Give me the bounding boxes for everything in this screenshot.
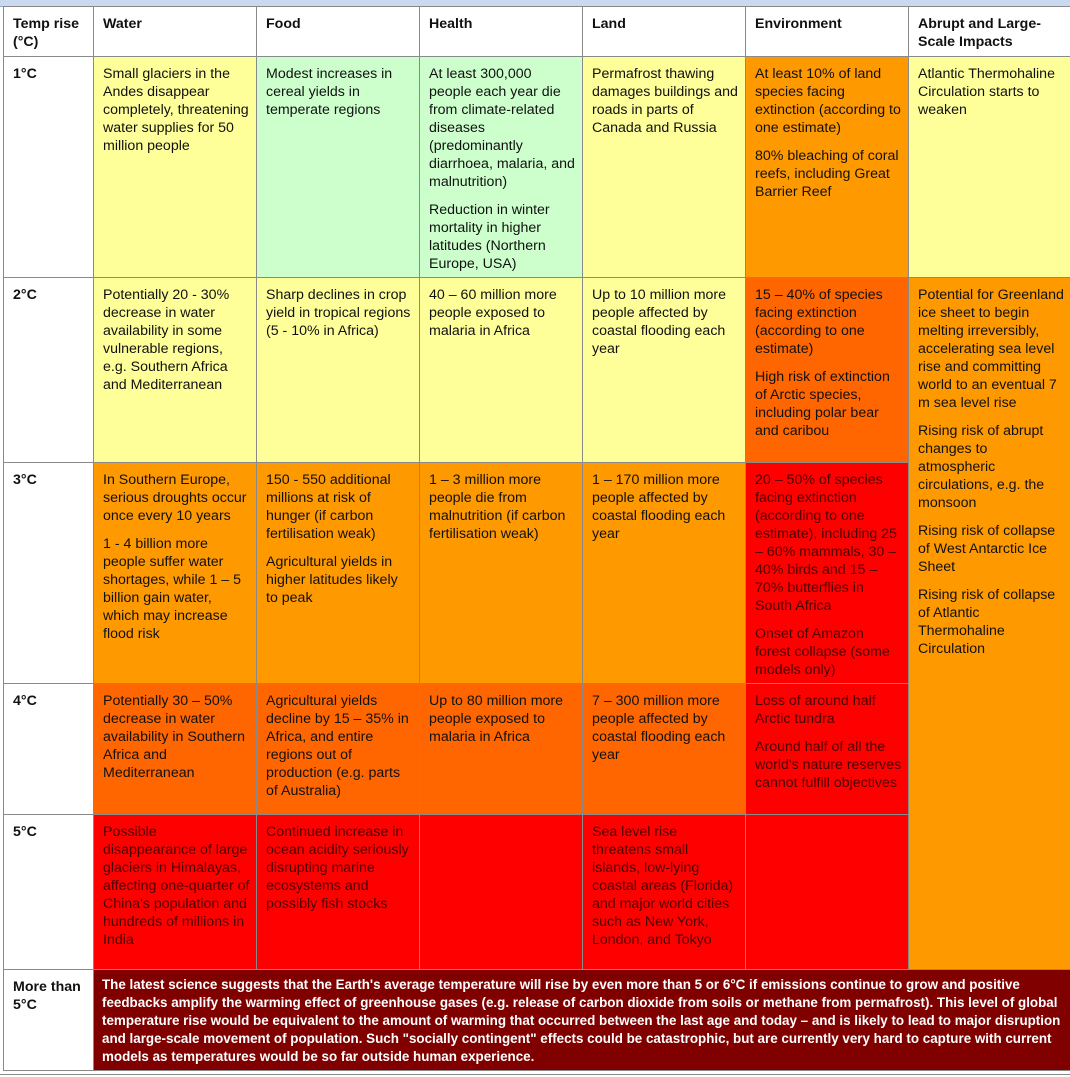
cell-text: 1 - 4 billion more people suffer water shortages, while 1 – 5 billion gain water, which may increase flood risk: [103, 536, 242, 642]
cell-text: Modest increases in cereal yields in temperate regions: [266, 66, 393, 118]
water-cell: [94, 278, 257, 463]
header-land: Land: [583, 7, 746, 57]
cell-text: Sea level rise threatens small islands, low-lying coastal areas (Florida) and major world cities such as New York, London, and Tokyo: [592, 824, 734, 948]
cell-text: High risk of extinction of Arctic species, including polar bear and caribou: [755, 369, 890, 439]
cell-text: Agricultural yields in higher latitudes likely to peak: [266, 554, 398, 606]
cell-text: Small glaciers in the Andes disappear completely, threatening water supplies for 50 million people: [103, 66, 249, 154]
table-row: [4, 970, 1070, 1071]
cell-text: Rising risk of collapse of Atlantic Thermohaline Circulation: [918, 587, 1056, 657]
cell-text: At least 300,000 people each year die from climate-related diseases (predominantly diarrhoea, malaria, and malnutrition): [429, 66, 575, 190]
header-abrupt: Abrupt and Large-Scale Impacts: [909, 7, 1070, 57]
land-cell: [583, 278, 746, 463]
cell-text: Potential for Greenland ice sheet to begin melting irreversibly, accelerating sea level rise and committing world to an eventual 7 m sea level rise: [918, 287, 1064, 411]
climate-impacts-table: [3, 6, 1070, 1071]
cell-text: Rising risk of collapse of West Antarctic Ice Sheet: [918, 523, 1056, 575]
health-cell: [420, 278, 583, 463]
header-temp: Temp rise (°C): [4, 7, 94, 57]
cell-text: 1 – 3 million more people die from malnutrition (if carbon fertilisation weak): [429, 472, 566, 542]
health-cell: [420, 463, 583, 684]
cell-text: Atlantic Thermohaline Circulation starts to weaken: [918, 66, 1055, 118]
health-cell: [420, 684, 583, 815]
food-cell: [257, 57, 420, 278]
abrupt-cell-merged: [909, 278, 1070, 970]
table-row: [4, 278, 1070, 463]
environment-cell: [746, 684, 909, 815]
cell-text: Rising risk of abrupt changes to atmospheric circulations, e.g. the monsoon: [918, 423, 1045, 511]
temp-cell: 3°C: [4, 463, 94, 684]
cell-text: Permafrost thawing damages buildings and roads in parts of Canada and Russia: [592, 66, 738, 136]
cell-text: Onset of Amazon forest collapse (some models only): [755, 626, 890, 678]
cell-text: 7 – 300 million more people affected by coastal flooding each year: [592, 693, 726, 763]
cell-text: Potentially 30 – 50% decrease in water availability in Southern Africa and Mediterranean: [103, 693, 245, 781]
summary-cell: [94, 970, 1070, 1071]
cell-text: Sharp declines in crop yield in tropical regions (5 - 10% in Africa): [266, 287, 411, 339]
food-cell: [257, 463, 420, 684]
cell-text: 20 – 50% of species facing extinction (according to one estimate), including 25 – 60% mammals, 30 – 40% birds and 15 – 70% butterflies in South Africa: [755, 472, 897, 614]
cell-text: Continued increase in ocean acidity seriously disrupting marine ecosystems and possibly fish stocks: [266, 824, 409, 912]
bottom-rule: [0, 1074, 1070, 1075]
cell-text: Agricultural yields decline by 15 – 35% in Africa, and entire regions out of production (e.g. parts of Australia): [266, 693, 409, 799]
health-cell: [420, 57, 583, 278]
cell-text: In Southern Europe, serious droughts occur once every 10 years: [103, 472, 247, 524]
water-cell: [94, 815, 257, 970]
cell-text: Loss of around half Arctic tundra: [755, 693, 876, 727]
food-cell: [257, 684, 420, 815]
header-row: [4, 7, 1070, 57]
cell-text: Up to 10 million more people affected by coastal flooding each year: [592, 287, 727, 357]
environment-cell: [746, 463, 909, 684]
cell-text: Up to 80 million more people exposed to malaria in Africa: [429, 693, 564, 745]
summary-text: The latest science suggests that the Earth's average temperature will rise by even more than 5 or 6°C if emissions continue to grow and positive feedbacks amplify the warming effect of greenhouse gases (e.g. release of carbon dioxide from soils or methane from permafrost). This level of global temperature rise would be equivalent to the amount of warming that occurred between the last age and today – and is likely to lead to major disruption and large-scale movement of population. Such "socially contingent" effects could be catastrophic, but are currently very hard to capture with current models as temperatures would be so far outside human experience.: [102, 977, 1061, 1064]
water-cell: [94, 57, 257, 278]
temp-cell: More than 5°C: [4, 970, 94, 1071]
food-cell: [257, 278, 420, 463]
land-cell: [583, 684, 746, 815]
cell-text: Reduction in winter mortality in higher latitudes (Northern Europe, USA): [429, 202, 550, 272]
health-cell: [420, 815, 583, 970]
land-cell: [583, 815, 746, 970]
environment-cell: [746, 278, 909, 463]
food-cell: [257, 815, 420, 970]
header-health: Health: [420, 7, 583, 57]
water-cell: [94, 684, 257, 815]
land-cell: [583, 57, 746, 278]
cell-text: At least 10% of land species facing extinction (according to one estimate): [755, 66, 901, 136]
environment-cell: [746, 815, 909, 970]
cell-text: 80% bleaching of coral reefs, including Great Barrier Reef: [755, 148, 899, 200]
cell-text: Potentially 20 - 30% decrease in water availability in some vulnerable regions, e.g. Southern Africa and Mediterranean: [103, 287, 230, 393]
header-food: Food: [257, 7, 420, 57]
temp-cell: 1°C: [4, 57, 94, 278]
cell-text: 15 – 40% of species facing extinction (according to one estimate): [755, 287, 883, 357]
temp-cell: 5°C: [4, 815, 94, 970]
land-cell: [583, 463, 746, 684]
environment-cell: [746, 57, 909, 278]
temp-cell: 2°C: [4, 278, 94, 463]
cell-text: 150 - 550 additional millions at risk of hunger (if carbon fertilisation weak): [266, 472, 391, 542]
header-environment: Environment: [746, 7, 909, 57]
cell-text: Around half of all the world's nature reserves cannot fulfill objectives: [755, 739, 902, 791]
water-cell: [94, 463, 257, 684]
table-row: [4, 57, 1070, 278]
abrupt-cell: [909, 57, 1070, 278]
cell-text: Possible disappearance of large glaciers in Himalayas, affecting one-quarter of China's population and hundreds of millions in India: [103, 824, 250, 948]
header-water: Water: [94, 7, 257, 57]
cell-text: 40 – 60 million more people exposed to malaria in Africa: [429, 287, 557, 339]
temp-cell: 4°C: [4, 684, 94, 815]
cell-text: 1 – 170 million more people affected by coastal flooding each year: [592, 472, 726, 542]
